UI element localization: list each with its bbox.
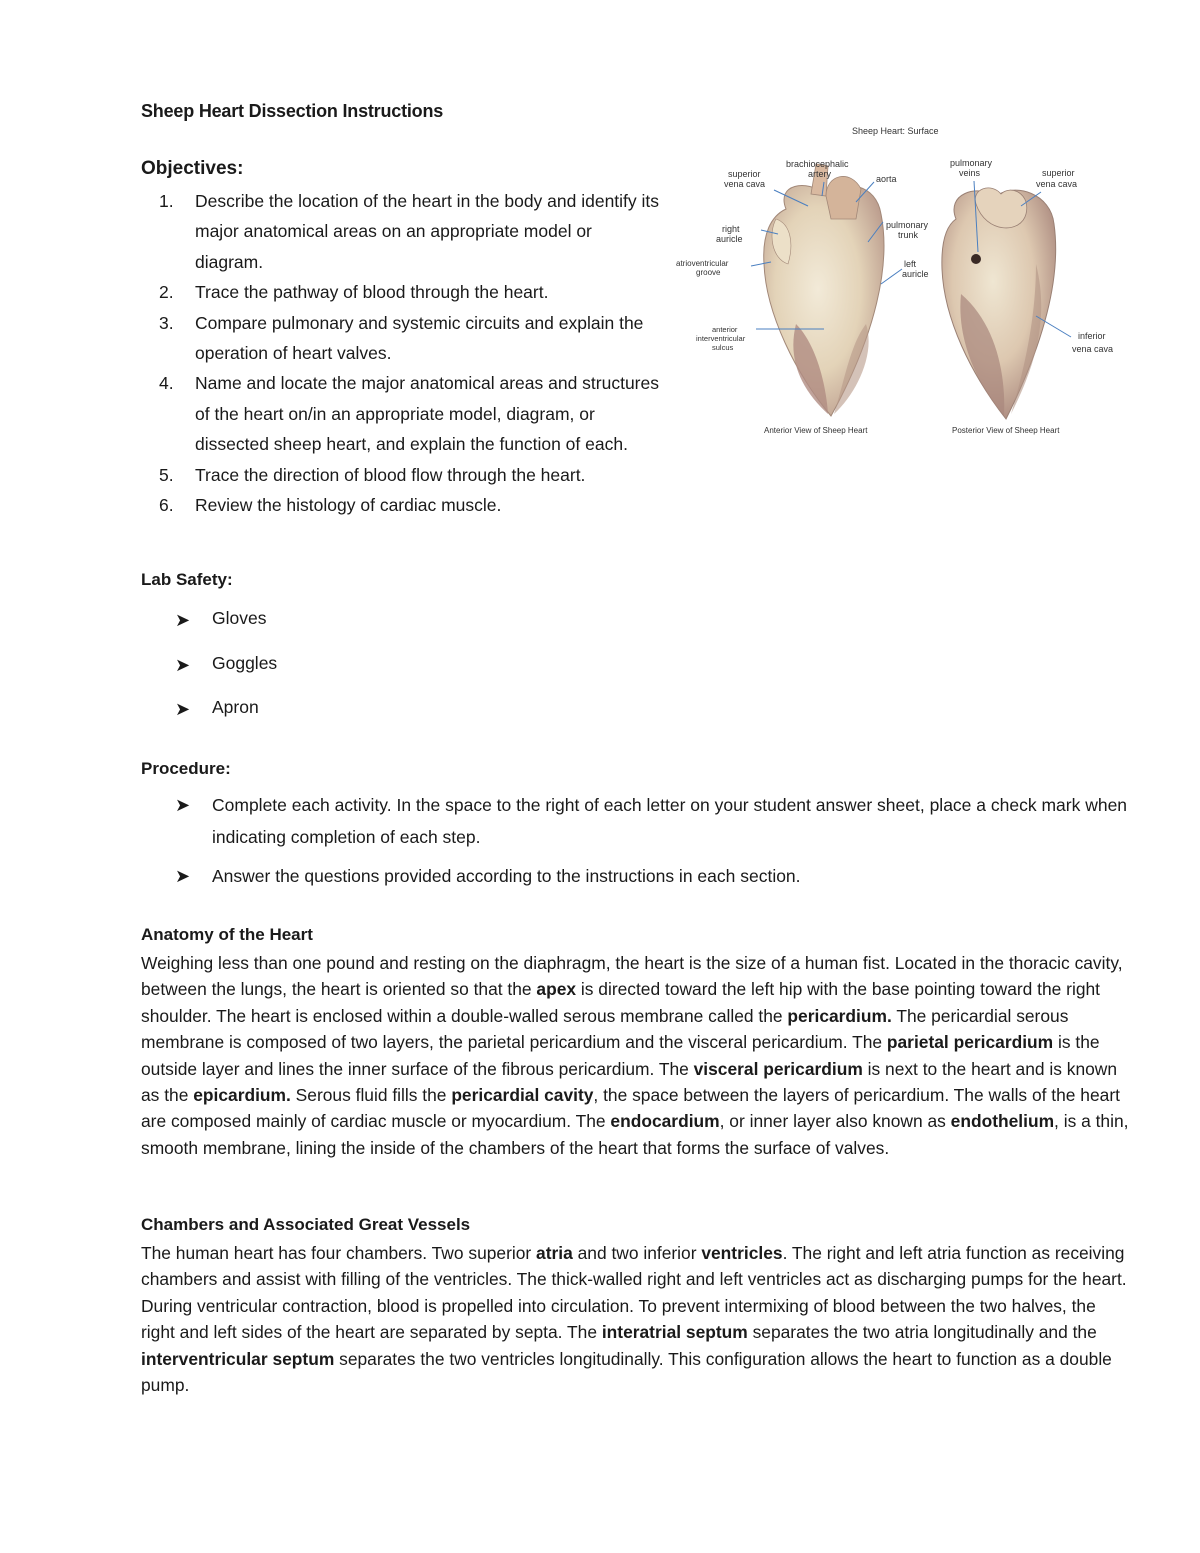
label-atrioventricular-groove: atrioventricular bbox=[676, 259, 729, 268]
lab-safety-heading: Lab Safety: bbox=[141, 570, 233, 589]
bold-term: visceral pericardium bbox=[693, 1058, 863, 1079]
label-aorta: aorta bbox=[876, 174, 897, 184]
anatomy-paragraph: Weighing less than one pound and resting on the diaphragm, the heart is the size of a human fist. Located in the thoracic cavity, between the lungs, the heart is oriented so that the apex is directed toward the left hip with the base pointing toward the right shoulder. The heart is enclosed within a double-walled serous membrane called the pericardium. The pericardial serous membrane is composed of two layers, the parietal pericardium and the visceral pericardium. The parietal pericardium is the outside layer and lines the inner surface of the fibrous pericardium. The visceral pericardium is next to the heart and is known as the epicardium. Serous fluid fills the pericardial cavity, the space between the layers of pericardium. The walls of the heart are composed mainly of cardiac muscle or myocardium. The endocardium, or inner layer also known as endothelium, is a thin, smooth membrane, lining the inside of the chambers of the heart that forms the surface of valves. bbox=[141, 953, 1129, 1158]
objective-item bbox=[141, 308, 661, 369]
label-atrioventricular-groove: groove bbox=[696, 268, 721, 277]
objective-text: Name and locate the major anatomical areas and structures of the heart on/in an appropriate model, diagram, or dissected sheep heart, and explain the function of each. bbox=[195, 373, 659, 455]
label-pulmonary-trunk: pulmonary bbox=[886, 220, 929, 230]
vessel-opening bbox=[971, 254, 981, 264]
arrow-bullet-icon: ➤ bbox=[175, 610, 191, 630]
arrow-bullet-icon: ➤ bbox=[175, 699, 191, 719]
bold-term: epicardium. bbox=[193, 1085, 291, 1106]
label-right-auricle: auricle bbox=[716, 234, 743, 244]
objectives-heading: Objectives: bbox=[141, 158, 244, 179]
chambers-heading: Chambers and Associated Great Vessels bbox=[141, 1215, 471, 1234]
procedure-item bbox=[175, 860, 1135, 892]
objective-text: Trace the pathway of blood through the heart. bbox=[195, 282, 549, 303]
procedure-item-text: Answer the questions provided according to the instructions in each section. bbox=[212, 866, 801, 886]
bold-term: pericardial cavity bbox=[451, 1085, 594, 1106]
objective-number: 3. bbox=[159, 312, 174, 333]
label-anterior-interventricular-sulcus: interventricular bbox=[696, 334, 746, 343]
bold-term: atria bbox=[536, 1243, 573, 1263]
objective-number: 1. bbox=[159, 191, 174, 211]
label-brachiocephalic-artery: artery bbox=[808, 169, 832, 179]
bold-term: interatrial septum bbox=[601, 1322, 748, 1343]
label-superior-vena-cava-posterior: superior bbox=[1042, 168, 1075, 178]
anatomy-heading: Anatomy of the Heart bbox=[141, 925, 313, 944]
objective-item bbox=[141, 368, 661, 459]
list-item-text: Apron bbox=[212, 697, 259, 717]
list-item-text: Goggles bbox=[212, 653, 278, 673]
label-pulmonary-trunk: trunk bbox=[898, 230, 919, 240]
arrow-bullet-icon: ➤ bbox=[175, 866, 191, 886]
bold-term: interventricular septum bbox=[141, 1348, 335, 1369]
document-title: Sheep Heart Dissection Instructions bbox=[141, 101, 444, 121]
label-pulmonary-veins: pulmonary bbox=[950, 158, 993, 168]
label-pulmonary-veins: veins bbox=[959, 168, 981, 178]
label-anterior-interventricular-sulcus: sulcus bbox=[712, 343, 734, 352]
objective-number: 5. bbox=[159, 464, 174, 485]
procedure-heading: Procedure: bbox=[141, 759, 231, 778]
caption-posterior-view: Posterior View of Sheep Heart bbox=[952, 426, 1060, 435]
label-superior-vena-cava: superior bbox=[728, 169, 761, 179]
arrow-bullet-icon: ➤ bbox=[175, 655, 191, 675]
objective-text: Compare pulmonary and systemic circuits and explain the operation of heart valves. bbox=[195, 312, 644, 364]
objective-text: Describe the location of the heart in the body and identify its major anatomical areas on an appropriate model or diagram. bbox=[195, 191, 660, 272]
label-anterior-interventricular-sulcus: anterior bbox=[712, 325, 738, 334]
label-right-auricle: right bbox=[722, 224, 740, 234]
label-brachiocephalic-artery: brachiocephalic bbox=[786, 159, 849, 169]
objective-text: Trace the direction of blood flow through the heart. bbox=[195, 464, 586, 485]
caption-anterior-view: Anterior View of Sheep Heart bbox=[764, 426, 868, 435]
bold-term: parietal pericardium bbox=[886, 1032, 1054, 1053]
procedure-item-text: Complete each activity. In the space to the right of each letter on your student answer sheet, place a check mark when indicating completion of each step. bbox=[212, 795, 1128, 847]
bold-term: endocardium bbox=[610, 1111, 720, 1132]
objective-item bbox=[141, 490, 661, 520]
label-inferior-vena-cava: vena cava bbox=[1072, 344, 1114, 354]
label-left-auricle: left bbox=[904, 259, 917, 269]
list-item-text: Gloves bbox=[212, 608, 267, 628]
bold-term: endothelium bbox=[950, 1111, 1055, 1132]
list-item bbox=[175, 692, 259, 722]
sheep-heart-figure bbox=[676, 124, 1136, 444]
procedure-item bbox=[175, 789, 1135, 853]
objective-item bbox=[141, 277, 661, 307]
objective-number: 2. bbox=[159, 282, 174, 303]
label-inferior-vena-cava: inferior bbox=[1078, 331, 1106, 341]
objective-item bbox=[141, 460, 661, 490]
label-superior-vena-cava-posterior: vena cava bbox=[1036, 179, 1078, 189]
bold-term: apex bbox=[536, 979, 577, 1000]
list-item bbox=[175, 603, 266, 633]
chambers-paragraph: The human heart has four chambers. Two superior atria and two inferior ventricles. The right and left atria function as receiving chambers and assist with filling of the ventricles. The thick-walled right and left ventricles act as discharging pumps for the heart. During ventricular contraction, blood is propelled into circulation. To prevent intermixing of blood between the two halves, the right and left sides of the heart are separated by septa. The interatrial septum separates the two atria longitudinally and the interventricular septum separates the two ventricles longitudinally. This configuration allows the heart to function as a double pump. bbox=[141, 1243, 1127, 1396]
label-left-auricle: auricle bbox=[902, 269, 929, 279]
bold-term: pericardium. bbox=[787, 1005, 892, 1026]
arrow-bullet-icon: ➤ bbox=[175, 795, 191, 815]
objectives-list bbox=[141, 186, 661, 520]
objective-item bbox=[141, 186, 661, 277]
posterior-heart-illustration bbox=[942, 188, 1056, 419]
objective-number: 6. bbox=[159, 495, 174, 516]
figure-caption-top: Sheep Heart: Surface bbox=[852, 126, 939, 136]
list-item bbox=[175, 648, 277, 678]
anterior-heart-illustration bbox=[764, 164, 884, 416]
bold-term: ventricles bbox=[701, 1243, 783, 1263]
label-superior-vena-cava: vena cava bbox=[724, 179, 766, 189]
objective-text: Review the histology of cardiac muscle. bbox=[195, 495, 502, 516]
objective-number: 4. bbox=[159, 373, 174, 394]
